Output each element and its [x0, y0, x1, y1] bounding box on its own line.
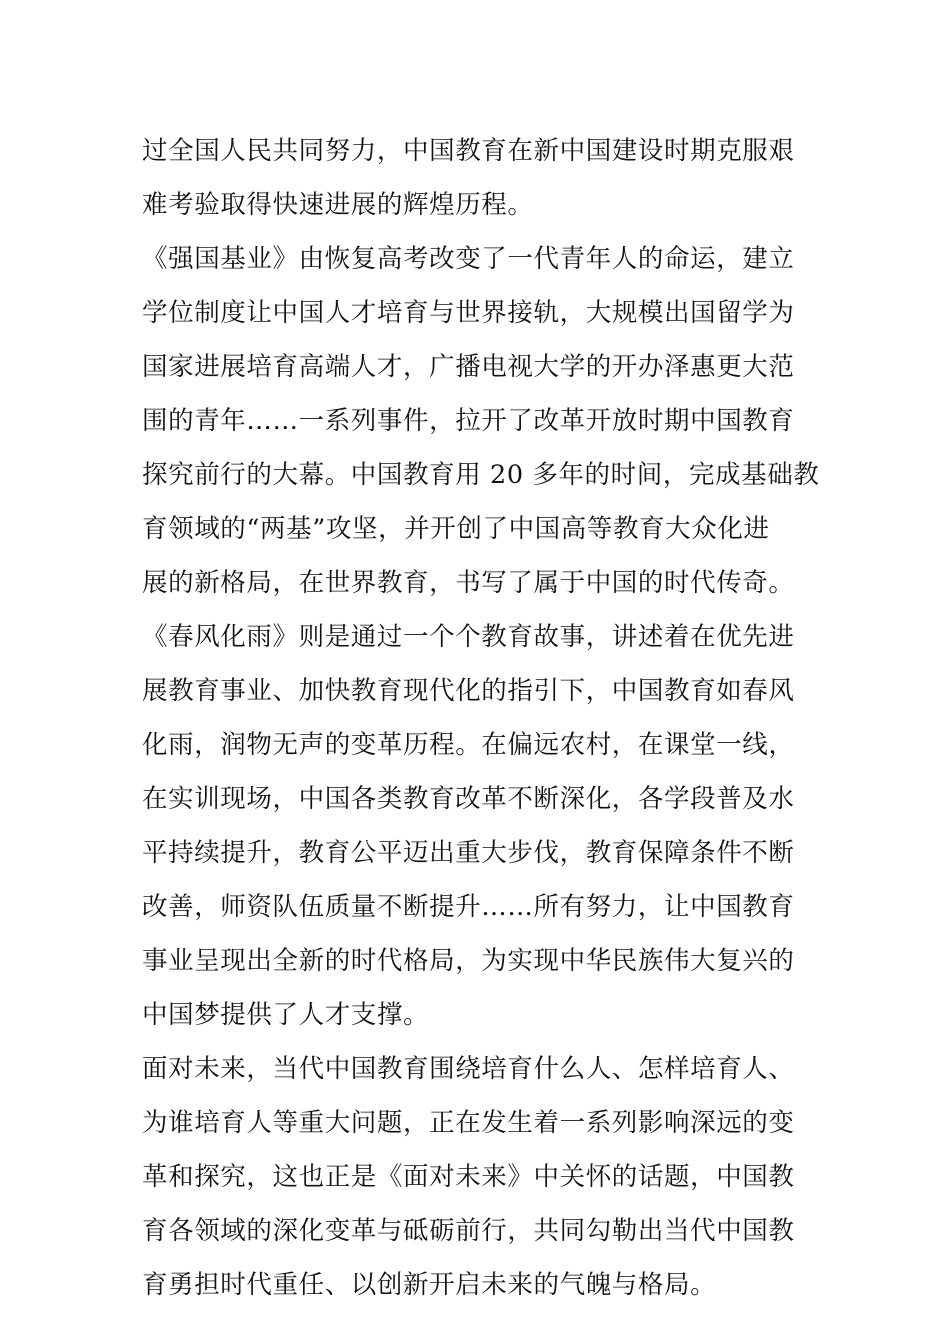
text-line: 探究前行的大幕。中国教育用 20 多年的时间，完成基础教	[142, 460, 820, 490]
text-line: 在实训现场，中国各类教育改革不断深化，各学段普及水	[142, 784, 795, 814]
text-line: 平持续提升，教育公平迈出重大步伐，教育保障条件不断	[142, 838, 795, 868]
text-line: 围的青年……一系列事件，拉开了改革开放时期中国教育	[142, 406, 795, 436]
text-line: 难考验取得快速进展的辉煌历程。	[142, 190, 534, 220]
text-line: 事业呈现出全新的时代格局，为实现中华民族伟大复兴的	[142, 946, 795, 976]
text-line: 《强国基业》由恢复高考改变了一代青年人的命运，建立	[142, 244, 795, 274]
body-text	[142, 124, 818, 1312]
text-line: 《春风化雨》则是通过一个个教育故事，讲述着在优先进	[142, 622, 795, 652]
text-line: 育各领域的深化变革与砥砺前行，共同勾勒出当代中国教	[142, 1216, 795, 1246]
text-line: 展的新格局，在世界教育，书写了属于中国的时代传奇。	[142, 568, 795, 598]
text-line: 中国梦提供了人才支撑。	[142, 1000, 430, 1030]
text-line: 面对未来，当代中国教育围绕培育什么人、怎样培育人、	[142, 1054, 795, 1084]
text-line: 革和探究，这也正是《面对未来》中关怀的话题，中国教	[142, 1162, 795, 1192]
paragraph-3	[142, 610, 818, 1042]
text-line: 改善，师资队伍质量不断提升……所有努力，让中国教育	[142, 892, 795, 922]
text-line: 为谁培育人等重大问题，正在发生着一系列影响深远的变	[142, 1108, 795, 1138]
text-line: 学位制度让中国人才培育与世界接轨，大规模出国留学为	[142, 298, 795, 328]
paragraph-1	[142, 124, 818, 232]
text-line: 育领域的“两基”攻坚，并开创了中国高等教育大众化进	[142, 514, 770, 544]
text-line: 国家进展培育高端人才，广播电视大学的开办泽惠更大范	[142, 352, 795, 382]
paragraph-2	[142, 232, 818, 610]
text-line: 展教育事业、加快教育现代化的指引下，中国教育如春风	[142, 676, 795, 706]
text-line: 化雨，润物无声的变革历程。在偏远农村，在课堂一线，	[142, 730, 795, 760]
text-line: 过全国人民共同努力，中国教育在新中国建设时期克服艰	[142, 136, 795, 166]
paragraph-4	[142, 1042, 818, 1312]
text-line: 育勇担时代重任、以创新开启未来的气魄与格局。	[142, 1270, 717, 1300]
